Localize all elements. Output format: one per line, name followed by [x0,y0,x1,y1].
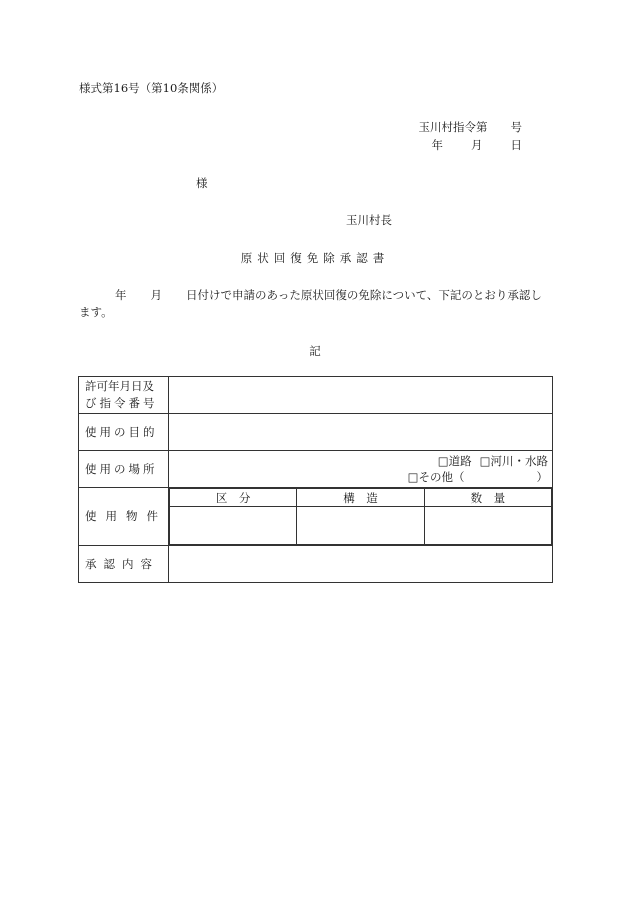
document-number: 玉川村指令第 号 [418,120,522,134]
header-quantity: 数 量 [424,489,551,507]
row-label-approval-content: 承認内容 [79,546,169,583]
header-structure: 構 造 [297,489,424,507]
document-date [432,137,523,153]
checkbox-river[interactable]: □河川・水路 [479,454,548,468]
checkbox-road[interactable]: □道路 [437,454,472,468]
property-subtable [169,488,552,545]
row-label-purpose: 使用の目的 [79,414,169,451]
record-heading: 記 [309,344,321,358]
label-line: び指令番号 [85,396,158,410]
body-month: 月 [150,288,162,302]
property-header-row [170,489,552,507]
body-year: 年 [115,288,127,302]
row-label-approval-date [79,377,169,414]
field-property [169,488,553,546]
field-quantity[interactable] [424,507,551,545]
body-sentence: 日付けで申請のあった原状回復の免除について、下記のとおり承認します。 [79,288,542,319]
form-number: 様式第16号（第10条関係） [79,81,224,95]
header-category: 区 分 [170,489,297,507]
date-day: 日 [510,138,522,152]
field-structure[interactable] [297,507,424,545]
table-row [79,488,553,546]
table-row [79,414,553,451]
record-table [78,376,553,583]
field-category[interactable] [170,507,297,545]
table-row [79,377,553,414]
field-approval-content[interactable] [169,546,553,583]
field-location [169,451,553,488]
date-year: 年 [431,138,443,152]
label-line: 許可年月日及 [85,379,154,393]
date-month: 月 [471,138,483,152]
issuer: 玉川村長 [346,213,392,227]
other-close-paren: ） [536,470,548,484]
row-label-location: 使用の場所 [79,451,169,488]
body-text [79,287,553,321]
addressee-honorific: 様 [196,176,208,190]
row-label-property: 使用物件 [79,488,169,546]
checkbox-other[interactable]: □その他（ [407,470,465,484]
property-value-row [170,507,552,545]
field-approval-date[interactable] [169,377,553,414]
field-purpose[interactable] [169,414,553,451]
table-row [79,451,553,488]
table-row [79,546,553,583]
document-title: 原状回復免除承認書 [240,251,390,265]
